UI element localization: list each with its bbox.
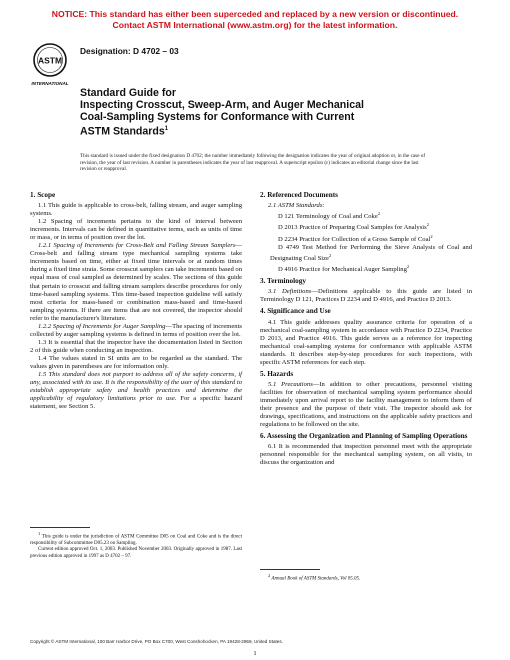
document-title bbox=[80, 87, 410, 138]
notice-line-1: NOTICE: This standard has either been superceded and replaced by a new version or discontinued. bbox=[51, 9, 459, 19]
issuance-note: This standard is issued under the fixed designation D 4702; the number immediately following the designation indicates the year of original adoption or, in the case of revision, the year of last revision. A number in parentheses indicates the year of last reapproval. A superscript epsilon (ε) indicates an editorial change since the last revision or reapproval. bbox=[80, 153, 426, 173]
para-2-1: 2.1 ASTM Standards: bbox=[268, 202, 325, 210]
para-1-1: 1.1 This guide is applicable to cross-belt, falling stream, and auger sampling systems. bbox=[30, 202, 242, 218]
reference-list bbox=[260, 210, 472, 274]
title-line-4: ASTM Standards$^1$ bbox=[80, 125, 169, 138]
footnote-rule-left bbox=[30, 527, 90, 528]
para-1-5: 1.5 This standard does not purport to address all of the safety concerns, if any, associated with its use. It is the responsibility of the user of this standard to establish appropriate safety and health practices and determine the applicability of regulatory limitations prior to use. For a specific hazard statement, see Section 5. bbox=[30, 371, 242, 411]
footnote-rule-right bbox=[260, 569, 320, 570]
title-line-2: Inspecting Crosscut, Sweep-Arm, and Auger Mechanical bbox=[80, 99, 364, 111]
notice-line-2: Contact ASTM International (www.astm.org) for the latest information. bbox=[112, 19, 398, 30]
section-heading-referenced-documents: 2. Referenced Documents bbox=[260, 191, 338, 199]
right-column bbox=[260, 188, 472, 467]
para-1-2-2: 1.2.2 Spacing of Increments for Auger Sampling—The spacing of increments collected by auger sampling systems is defined in terms of position over the lot. bbox=[30, 322, 242, 338]
supersession-notice bbox=[0, 9, 510, 30]
svg-text:INTERNATIONAL: INTERNATIONAL bbox=[31, 81, 69, 86]
footnote-2: $^2$ Annual Book of ASTM Standards, Vol 05.05. bbox=[268, 573, 361, 582]
title-line-1: Standard Guide for bbox=[80, 87, 176, 99]
left-column bbox=[30, 188, 242, 411]
page-number: 1 bbox=[253, 650, 257, 657]
para-1-4: 1.4 The values stated in SI units are to be regarded as the standard. The values given in parentheses are for information only. bbox=[30, 354, 242, 370]
reference-item: D 2234 Practice for Collection of a Gross Sample of Coal$^2$ bbox=[278, 233, 433, 243]
section-heading-organization: 6. Assessing the Organization and Planning of Sampling Operations bbox=[260, 432, 468, 441]
footnote-1: $^1$ This guide is under the jurisdiction of ASTM Committee D05 on Coal and Coke and is the direct responsibility of Subcommittee D05.23 on Sampling. Current edition approved Oct. 1, 2003. Published November 2003. Originally approved in 1987. Last previous edition approved in 1997 as D 4702 – 97. bbox=[30, 531, 242, 559]
para-4-1: 4.1 This guide addresses quality assurance criteria for operation of a mechanical coal-sampling system in accordance with Practice D 2234, Practice D 2013, and Practice 4916. This guide serves as a reference for inspecting mechanical coal-sampling systems for conformance with applicable ASTM standards. It describes step-by-step procedures for such inspections, with specific ASTM references for each step. bbox=[260, 318, 472, 366]
reference-item: D 2013 Practice of Preparing Coal Samples for Analysis$^2$ bbox=[278, 222, 429, 232]
para-1-2-1: 1.2.1 Spacing of Increments for Cross-Belt and Falling Stream Samplers—Cross-belt and falling stream type mechanical sampling systems take increments based on time, either at fixed time intervals or at random times during a fixed time strata. Some crosscut samplers can take increments based on equal mass of coal sampled as determined by scales. The sections of this guide that pertain to crosscut and falling stream samplers describe procedures for only time-based sampling systems. This time-based inspection guideline will satisfy most criteria for mass-based or combination mass-based and time-based sampling systems. If there are items that are not covered, the inspector should refer to the manufacturer's literature. bbox=[30, 242, 242, 322]
para-1-2: 1.2 Spacing of increments pertains to the kind of interval between increments. Intervals can be defined in quantitative terms, such as units of time or mass, or in terms of position over the lot. bbox=[30, 218, 242, 242]
section-heading-hazards: 5. Hazards bbox=[260, 369, 294, 378]
reference-item: D 121 Terminology of Coal and Coke$^2$ bbox=[278, 211, 381, 221]
section-heading-terminology: 3. Terminology bbox=[260, 277, 306, 286]
para-6-1: 6.1 It is recommended that inspection personnel meet with the appropriate personnel responsible for the mechanical sampling system, on all visits, to discuss the organization and bbox=[260, 443, 472, 467]
reference-item: D 4749 Test Method for Performing the Sieve Analysis of Coal and Designating Coal Size$^2$ bbox=[270, 243, 472, 263]
svg-text:ASTM: ASTM bbox=[37, 55, 63, 66]
para-1-3: 1.3 It is essential that the inspector have the documentation listed in Section 2 of this guide when conducting an inspection. bbox=[30, 338, 242, 354]
para-5-1: 5.1 Precautions—In addition to other precautions, personnel visiting facilities for observation of mechanical sampling system performance should immediately upon arrival report to the facility management to inform them of their presence and the purpose of their visit. The inspector should ask for drawings, specifications, and instructions on the applicable safety practices and regulations to be followed on the site. bbox=[260, 380, 472, 429]
astm-logo bbox=[30, 40, 70, 88]
reference-item: D 4916 Practice for Mechanical Auger Sampling$^2$ bbox=[278, 264, 410, 274]
section-heading-significance: 4. Significance and Use bbox=[260, 307, 331, 316]
title-line-3: Coal-Sampling Systems for Conformance with Current bbox=[80, 111, 355, 123]
section-heading-scope: 1. Scope bbox=[30, 191, 56, 199]
para-3-1: 3.1 Definitions—Definitions applicable to this guide are listed in Terminology D 121, Practices D 2234 and D 4916, and Practice D 2013. bbox=[260, 288, 472, 304]
copyright-line: Copyright © ASTM International, 100 Barr Harbor Drive, PO Box C700, West Conshohocken, PA 19428-2959, United States. bbox=[30, 639, 283, 644]
designation: Designation: D 4702 – 03 bbox=[80, 46, 179, 56]
